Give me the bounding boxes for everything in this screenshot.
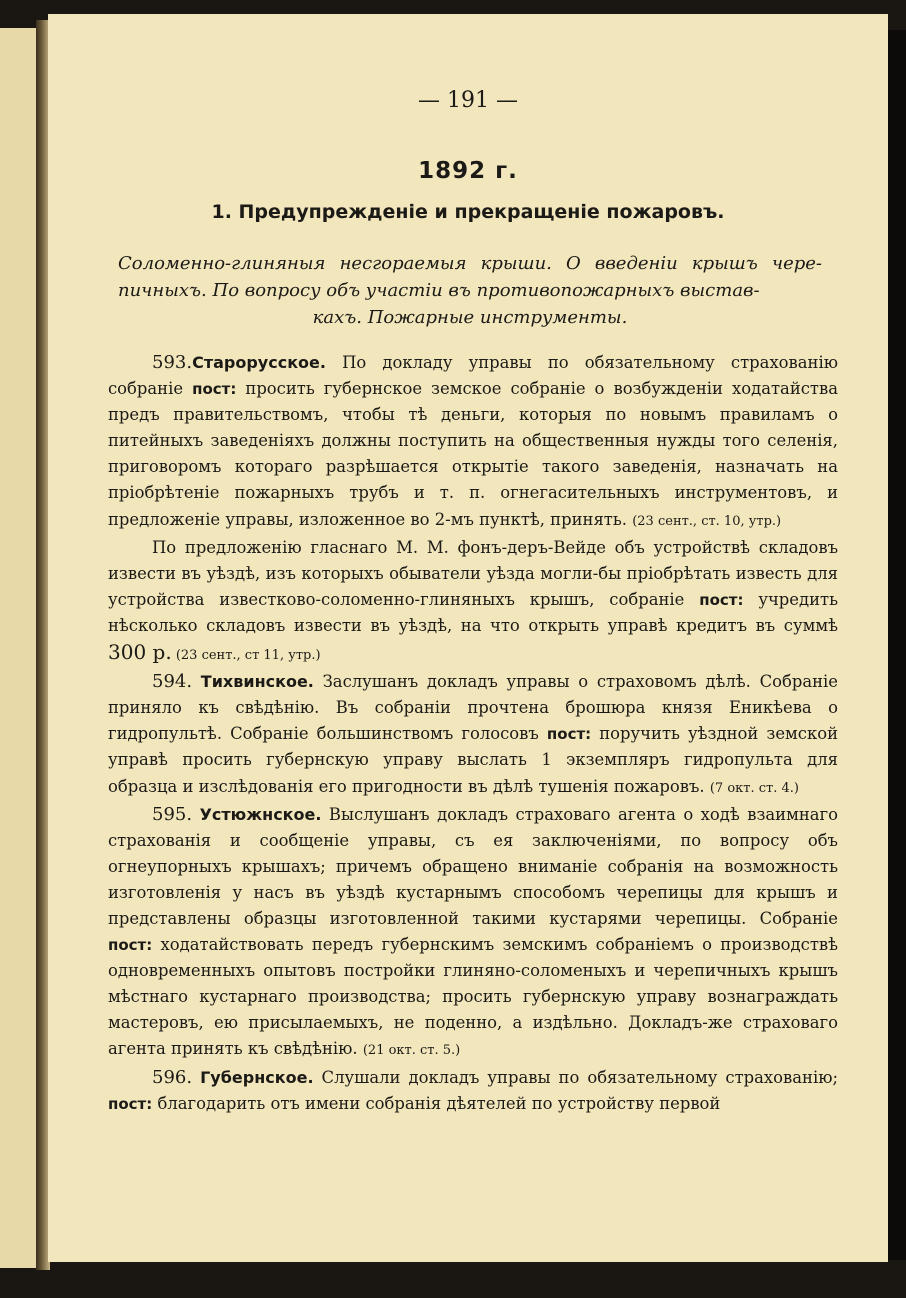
entry-595 xyxy=(108,802,838,1065)
subtitle-line-3: кахъ. Пожарные инструменты. xyxy=(312,307,628,328)
entry-text: По докладу управы по обязательному страхованію собраніе xyxy=(108,353,838,399)
entry-place: Губернское. xyxy=(200,1067,314,1087)
entry-reference: (21 окт. ст. 5.) xyxy=(362,1043,461,1059)
entry-text: По предложенію гласнаго М. М. фонъ-деръ-Вейде объ устройствѣ складовъ извести въ уѣздѣ, изъ которыхъ обыватели уѣзда могли-бы пріобрѣтать известь для устройства известково-соломенно-глиняныхъ крышъ, собраніе xyxy=(108,537,838,609)
entry-place: Устюжнское. xyxy=(199,804,322,824)
year-heading: 1892 г. xyxy=(418,158,518,184)
entry-text: ходатайствовать передъ губернскимъ земскимъ собраніемъ о производствѣ одновременныхъ опытовъ постройки глиняно-соломеныхъ и черепичныхъ крышъ мѣстнаго кустарнаго производства; просить губернскую управу вознаграждать мастеровъ, ею присылаемыхъ, не поденно, а издѣльно. Докладъ-же страховаго агента принять къ свѣдѣнію. xyxy=(108,935,838,1059)
entry-post: пост: xyxy=(108,1094,153,1113)
entry-text: просить губернское земское собраніе о возбужденіи ходатайства предъ правительствомъ, чтобы тѣ деньги, которыя по новымъ правиламъ о питейныхъ заведеніяхъ должны поступить на общественныя нужды того селенія, приговоромъ котораго разрѣшается открытіе такого заведенія, назначать на пріобрѣтеніе пожарныхъ трубъ и т. п. огнегасительныхъ инструментовъ, и предложеніе управы, изложенное во 2-мъ пунктѣ, принять. xyxy=(108,379,838,529)
page-body xyxy=(108,350,838,1117)
entry-text: Выслушанъ докладъ страховаго агента о ходѣ взаимнаго страхованія и сообщеніе управы, съ ея заключеніями, по вопросу объ огнеупорныхъ крышахъ; причемъ обращено вниманіе собранія на возможность изготовленія у насъ въ уѣздѣ кустарнымъ способомъ черепицы для крышъ и представлены образцы изготовленной такими кустарями черепицы. Собраніе xyxy=(108,804,838,928)
entry-reference: (23 сент., ст. 10, утр.) xyxy=(632,513,782,529)
scan-background xyxy=(886,30,906,1260)
entry-number: 595. xyxy=(152,803,193,825)
entry-text: благодарить отъ имени собранія дѣятелей по устройству первой xyxy=(152,1093,721,1113)
entry-text: Заслушанъ докладъ управы о страховомъ дѣлѣ. Собраніе приняло къ свѣдѣнію. Въ собраніи прочтена брошюра князя Еникѣева о гидропультѣ. Собраніе большинствомъ голосовъ xyxy=(108,672,838,744)
entry-post: пост: xyxy=(192,380,237,399)
entry-number: 593. xyxy=(152,352,193,373)
entry-593-continued xyxy=(108,535,838,669)
entry-post: пост: xyxy=(699,590,744,609)
entry-place: Тихвинское. xyxy=(200,672,314,692)
section-title: 1. Предупрежденіе и прекращеніе пожаровъ. xyxy=(211,201,725,223)
entry-596 xyxy=(108,1065,838,1117)
entry-reference: (23 сент., ст 11, утр.) xyxy=(171,648,321,664)
page-number: — 191 — xyxy=(418,88,518,113)
entry-593 xyxy=(108,350,838,535)
book-page xyxy=(48,14,888,1262)
entry-text: учредить нѣсколько складовъ извести въ уѣздѣ, на что открыть управѣ кредитъ въ суммѣ xyxy=(108,589,839,635)
entry-post: пост: xyxy=(108,936,153,955)
subtitle-line-1: Соломенно-глиняныя несгораемыя крыши. О введеніи крышъ чере- xyxy=(118,253,822,274)
entry-text: поручить уѣздной земской управѣ просить губернскую управу выслать 1 экземпляръ гидропульта для образца и изслѣдованія его пригодности въ дѣлѣ тушенія пожаровъ. xyxy=(108,724,838,796)
section-subtitle xyxy=(118,250,822,331)
entry-reference: (7 окт. ст. 4.) xyxy=(709,780,799,796)
entry-sum: 300 р. xyxy=(108,640,172,665)
entry-number: 594. xyxy=(152,671,193,693)
entry-number: 596. xyxy=(152,1066,193,1088)
subtitle-line-2: пичныхъ. По вопросу объ участіи въ противопожарныхъ выстав- xyxy=(118,280,760,301)
entry-post: пост: xyxy=(546,725,592,744)
entry-594 xyxy=(108,669,838,801)
entry-text: Слушали докладъ управы по обязательному страхованію; xyxy=(313,1067,838,1087)
entry-place: Старорусское. xyxy=(192,353,326,372)
